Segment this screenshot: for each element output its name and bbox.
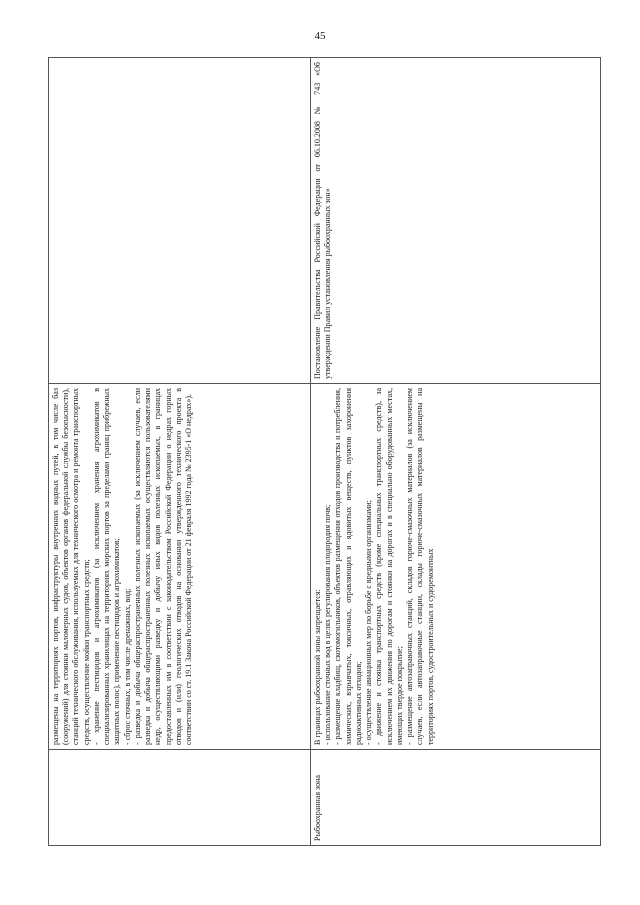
zone-restrictions-table [48,57,601,846]
table-row [49,58,311,846]
restriction-text: размещены на территориях портов, инфраструктуры внутренних водных путей, в том числе баз (сооружений) для стоянки маломерных судов, объектов органов федеральной службы безопасности), станций технического обслуживания, используемых для технического осмотра и ремонта транспортных средств, осуществление мойки транспортных средств; [51,388,91,745]
zone-cell: Рыбоохранная зона [311,750,601,846]
restriction-text: - осуществление авиационных мер по борьбе с вредными организмами; [364,500,374,745]
page-number: 45 [314,30,326,42]
restriction-text: - сброс сточных, в том числе дренажных, вод; [122,588,132,745]
basis-cell [49,58,311,384]
rotated-table-container [48,58,600,846]
restriction-text: - размещение кладбищ, скотомогильников, объектов размещения отходов производства и потребления, химических, взрывчатых, токсичных, отравляющих и ядовитых веществ, пунктов захоронения радиоактивных отходов; [333,388,363,745]
restriction-text: - движение и стоянка транспортных средств (кроме специальных транспортных средств), за исключением их движения по дорогам и стоянки на дорогах и в специально оборудованных местах, имеющих твердое покрытие; [374,388,404,745]
zone-cell [49,750,311,846]
restriction-text: - размещение автозаправочных станций, складов горюче-смазочных материалов (за исключением случаев, если автозаправочные станции, склады горюче-смазочных материалов размещены на территориях портов, судостроительных и судоремонтных [405,388,435,745]
restriction-text: - использование сточных вод в целях регулирования плодородия почв; [323,504,333,745]
restrictions-cell [311,384,601,750]
basis-cell: Постановление Правительства Российской Федерации от 06.10.2008 № 743 «Об утверждении Правил установления рыбоохранных зон» [311,58,601,384]
restriction-text: - хранение пестицидов и агрохимикатов (за исключением хранения агрохимикатов в специализированных хранилищах на территориях морских портов за пределами границ прибрежных защитных полос), применение пестицидов и агрохимикатов; [91,388,122,745]
restrictions-cell [49,384,311,750]
restriction-text: - разведка и добыча общераспространенных полезных ископаемых (за исключением случаев, если разведка и добыча общераспространенных полезных ископаемых осуществляются пользователями недр, осуществляющими разведку и добычу иных видов полезных ископаемых, в границах предоставленных им в соответствии с законодательством Российской Федерации о недрах горных отводов и (или) геологических отводов на основании утвержденного технического проекта в соответствии со ст. 19.1 Закона Российской Федерации от 21 февраля 1992 года № 2395-1 «О недрах»). [132,388,194,745]
regulation-table-sheet [48,58,600,846]
table-row [311,58,601,846]
restriction-text: В границах рыбоохранной зоны запрещается: [313,589,322,745]
